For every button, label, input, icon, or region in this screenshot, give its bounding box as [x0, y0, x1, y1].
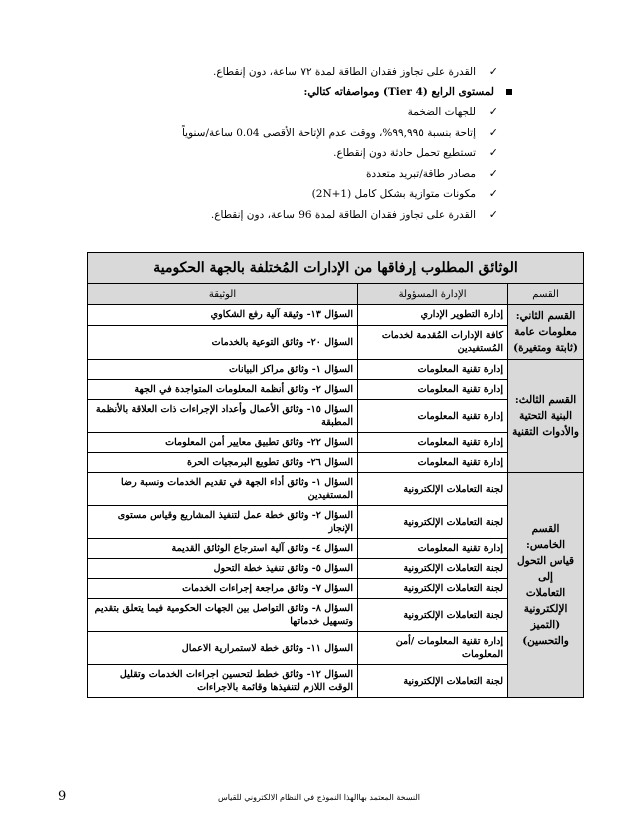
dept-cell: إدارة التطوير الإداري	[358, 305, 508, 326]
bullet-line	[78, 123, 498, 144]
table-body	[88, 305, 584, 698]
section-name-line: قياس التحول إلى	[517, 555, 575, 583]
bullet-text: إتاحة بنسبة ٩٩,٩٩٥%، ووقت عدم الإتاحة الأقصى 0.04 ساعة/سنوياً	[181, 126, 476, 139]
section-name-line: والتحسين)	[522, 635, 569, 647]
bullet-text: للجهات الضخمة	[407, 106, 476, 118]
dept-cell: لجنة التعاملات الإلكترونية	[358, 599, 508, 632]
header-section: القسم	[508, 284, 584, 305]
table-title: الوثائق المطلوب إرفاقها من الإدارات المُختلفة بالجهة الحكومية	[88, 253, 584, 284]
section-name-line: البنية التحتية	[519, 410, 572, 422]
header-dept: الإدارة المسؤولة	[358, 284, 508, 305]
table-title-row	[88, 253, 584, 284]
doc-cell: السؤال ١١- وثائق خطة لاستمرارية الاعمال	[88, 632, 358, 665]
documents-table	[87, 252, 584, 698]
dept-cell: إدارة تقنية المعلومات	[358, 400, 508, 433]
section-name-cell	[508, 473, 584, 698]
dept-cell: لجنة التعاملات الإلكترونية	[358, 506, 508, 539]
section-name-cell	[508, 360, 584, 473]
doc-cell: السؤال ١٢- وثائق خطط لتحسين اجراءات الخدمات وتقليل الوقت اللازم لتنفيذها وقائمة بالاجراءات	[88, 665, 358, 698]
square-bullet-icon	[506, 89, 512, 95]
dept-cell: لجنة التعاملات الإلكترونية	[358, 559, 508, 579]
doc-cell: السؤال ٢٠- وثائق التوعية بالخدمات	[88, 325, 358, 359]
doc-cell: السؤال ٢- وثائق أنظمة المعلومات المتواجدة في الجهة	[88, 380, 358, 400]
checkmark-icon: ✓	[488, 105, 498, 118]
doc-cell: السؤال ١٥- وثائق الأعمال وأعداد الإجراءات ذات العلاقة بالأنظمة المطبقة	[88, 400, 358, 433]
dept-cell: إدارة تقنية المعلومات	[358, 360, 508, 380]
checkmark-icon: ✓	[488, 125, 498, 139]
table-row	[88, 305, 584, 326]
dept-cell: إدارة تقنية المعلومات	[358, 380, 508, 400]
bullet-line	[78, 143, 498, 164]
page-number: 9	[58, 789, 67, 804]
bullet-line	[78, 62, 498, 83]
bullet-list	[78, 62, 498, 225]
section-name-cell	[508, 305, 584, 360]
dept-cell: كافة الإدارات المُقدمة لخدمات المُستفيدين	[358, 325, 508, 359]
checkmark-icon: ✓	[488, 146, 498, 159]
section-name-line: والأدوات التقنية	[512, 426, 579, 438]
doc-cell: السؤال ١٣- وثيقة آلية رفع الشكاوي	[88, 305, 358, 326]
header-doc: الوثيقة	[88, 284, 358, 305]
bullet-line	[78, 184, 498, 205]
checkmark-icon: ✓	[488, 187, 498, 200]
footer-text: النسخة المعتمد بهاالهذا النموذج في النظام الالكتروني للقياس	[217, 793, 420, 802]
bullet-text: القدرة على تجاوز فقدان الطاقة لمدة ٧٢ ساعة، دون إنقطاع.	[212, 66, 476, 78]
dept-cell: لجنة التعاملات الإلكترونية	[358, 665, 508, 698]
checkmark-icon: ✓	[488, 166, 498, 180]
bullet-text: القدرة على تجاوز فقدان الطاقة لمدة 96 ساعة، دون إنقطاع.	[210, 208, 476, 221]
checkmark-icon: ✓	[488, 207, 498, 221]
doc-cell: السؤال ٥- وثائق تنفيذ خطة التحول	[88, 559, 358, 579]
section-name-line: القسم الخامس:	[526, 523, 566, 551]
dept-cell: إدارة تقنية المعلومات	[358, 433, 508, 453]
checkmark-icon: ✓	[488, 65, 498, 78]
doc-cell: السؤال ٤- وثائق آلية استرجاع الوثائق القديمة	[88, 539, 358, 559]
section-name-line: (ثابتة ومتغيرة)	[513, 342, 578, 354]
section-name-line: الإلكترونية (التميز	[523, 603, 568, 631]
table-row	[88, 473, 584, 506]
table-row	[88, 360, 584, 380]
section-name-line: معلومات عامة	[514, 326, 577, 338]
doc-cell: السؤال ٢٦- وثائق تطويع البرمجيات الحرة	[88, 453, 358, 473]
page-footer	[0, 789, 638, 809]
tier4-heading-text: لمستوى الرابع (Tier 4) ومواصفاته كتالي:	[303, 85, 494, 98]
table-header-row	[88, 284, 584, 305]
bullet-text: مصادر طاقة/تبريد متعددة	[366, 167, 476, 180]
doc-cell: السؤال ٢- وثائق خطة عمل لتنفيذ المشاريع وقياس مستوى الإنجاز	[88, 506, 358, 539]
bullet-text: تستطيع تحمل حادثة دون إنقطاع.	[333, 147, 476, 159]
dept-cell: إدارة تقنية المعلومات /أمن المعلومات	[358, 632, 508, 665]
dept-cell: إدارة تقنية المعلومات	[358, 539, 508, 559]
bullet-line	[78, 164, 498, 185]
doc-cell: السؤال ٨- وثائق التواصل بين الجهات الحكومية فيما يتعلق بتقديم وتسهيل خدماتها	[88, 599, 358, 632]
bullet-line	[78, 102, 498, 123]
section-name-line: التعاملات	[525, 587, 566, 599]
section-name-line: القسم الثاني:	[515, 310, 576, 322]
doc-cell: السؤال ١- وثائق مراكز البيانات	[88, 360, 358, 380]
bullet-line	[78, 205, 498, 226]
dept-cell: لجنة التعاملات الإلكترونية	[358, 473, 508, 506]
tier4-heading	[78, 83, 498, 103]
bullet-text: مكونات متوازية بشكل كامل (2N+1)	[311, 188, 476, 200]
dept-cell: لجنة التعاملات الإلكترونية	[358, 579, 508, 599]
doc-cell: السؤال ١- وثائق أداء الجهة في تقديم الخدمات ونسبة رضا المستفيدين	[88, 473, 358, 506]
dept-cell: إدارة تقنية المعلومات	[358, 453, 508, 473]
doc-cell: السؤال ٧- وثائق مراجعة إجراءات الخدمات	[88, 579, 358, 599]
doc-cell: السؤال ٢٢- وثائق تطبيق معايير أمن المعلومات	[88, 433, 358, 453]
section-name-line: القسم الثالث:	[514, 394, 577, 406]
